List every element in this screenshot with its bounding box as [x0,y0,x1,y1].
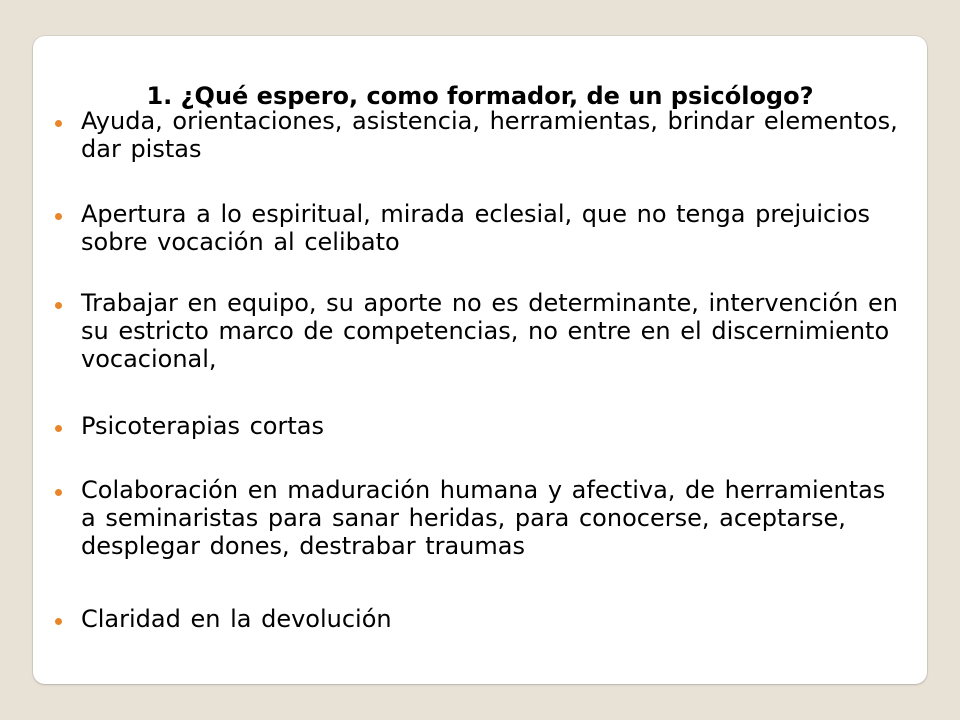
bullet-item [52,200,902,256]
bullet-dot-icon [55,489,62,496]
bullet-dot-icon [55,213,62,220]
bullet-item [52,107,902,163]
bullet-text: Trabajar en equipo, su aporte no es determinante, intervención en su estricto marco de competencias, no entre en el discernimiento vocacional, [81,289,898,373]
bullet-text: Apertura a lo espiritual, mirada eclesial, que no tenga prejuicios sobre vocación al celibato [81,200,871,256]
bullet-text: Claridad en la devolución [81,605,392,633]
slide-title: 1. ¿Qué espero, como formador, de un psicólogo? [146,82,814,110]
bullet-item [52,476,902,560]
bullet-text: Psicoterapias cortas [81,412,324,440]
bullet-dot-icon [55,425,62,432]
bullet-dot-icon [55,120,62,127]
bullet-item [52,605,902,633]
bullet-dot-icon [55,302,62,309]
bullet-dot-icon [55,618,62,625]
bullet-item [52,289,902,373]
bullet-text: Ayuda, orientaciones, asistencia, herramientas, brindar elementos, dar pistas [81,107,898,163]
bullet-text: Colaboración en maduración humana y afectiva, de herramientas a seminaristas para sanar heridas, para conocerse, aceptarse, desplegar dones, destrabar traumas [81,476,886,560]
bullet-item [52,412,902,440]
